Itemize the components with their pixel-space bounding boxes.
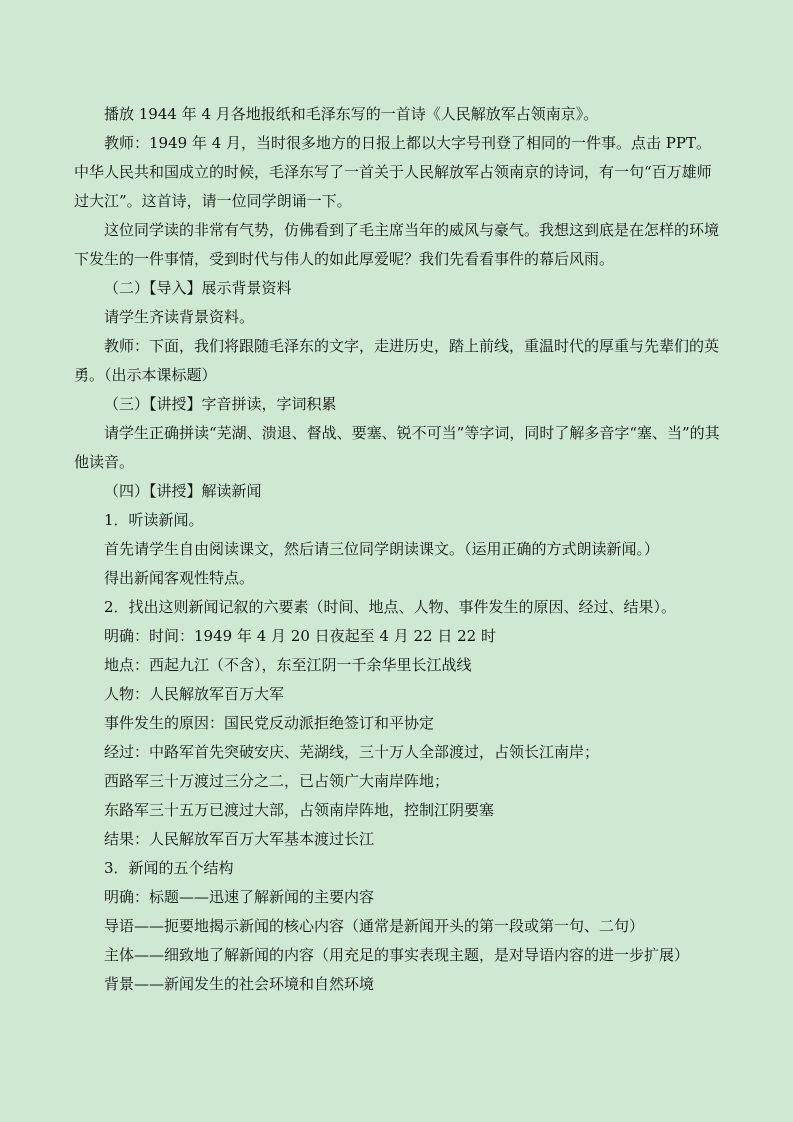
section-heading-2: （二）【导入】展示背景资料	[104, 279, 292, 297]
element-process-west: 西路军三十万渡过三分之二，已占领广大南岸阵地；	[104, 772, 450, 790]
element-cause: 事件发生的原因：国民党反动派拒绝签订和平协定	[104, 714, 435, 732]
element-process-central: 经过：中路军首先突破安庆、芜湖线，三十万人全部渡过，占领长江南岸；	[104, 743, 600, 761]
element-place: 地点：西起九江（不含），东至江阴一千余华里长江战线	[104, 656, 472, 674]
paragraph-read-background: 请学生齐读背景资料。	[104, 308, 255, 326]
structure-body: 主体——细致地了解新闻的内容（用充足的事实表现主题，是对导语内容的进一步扩展）	[104, 946, 690, 964]
item-2-heading: 2．找出这则新闻记叙的六要素（时间、地点、人物、事件发生的原因、经过、结果）。	[104, 598, 677, 616]
paragraph-comment: 这位同学读的非常有气势，仿佛看到了毛主席当年的威风与豪气。我想这到底是在怎样的环境下发生的一件事情，受到时代与伟人的如此厚爱呢？我们先看看事件的幕后风雨。	[74, 221, 720, 268]
lesson-text	[74, 100, 724, 999]
paragraph-pronunciation: 请学生正确拼读“芜湖、溃退、督战、要塞、锐不可当”等字词，同时了解多音字“塞、当”的其他读音。	[74, 424, 720, 471]
paragraph-reading: 首先请学生自由阅读课文，然后请三位同学朗读课文。（运用正确的方式朗读新闻。）	[104, 540, 660, 558]
paragraph-objectivity: 得出新闻客观性特点。	[104, 569, 255, 587]
paragraph-teacher-2: 教师：下面，我们将跟随毛泽东的文字，走进历史，踏上前线，重温时代的厚重与先辈们的英勇。（出示本课标题）	[74, 337, 720, 384]
structure-title: 明确：标题——迅速了解新闻的主要内容	[104, 888, 375, 906]
paragraph-teacher-1: 教师：1949 年 4 月，当时很多地方的日报上都以大字号刊登了相同的一件事。点击 PPT。中华人民共和国成立的时候，毛泽东写了一首关于人民解放军占领南京的诗词，有一句“百万雄师过大江”。这首诗，请一位同学朗诵一下。	[74, 134, 712, 210]
element-people: 人物：人民解放军百万大军	[104, 685, 285, 703]
element-time: 明确：时间：1949 年 4 月 20 日夜起至 4 月 22 日 22 时	[104, 627, 496, 645]
item-1-heading: 1．听读新闻。	[104, 511, 204, 529]
section-heading-4: （四）【讲授】解读新闻	[104, 482, 262, 500]
item-3-heading: 3．新闻的五个结构	[104, 859, 234, 877]
structure-lead: 导语——扼要地揭示新闻的核心内容（通常是新闻开头的第一段或第一句、二句）	[104, 917, 645, 935]
paragraph-intro: 播放 1944 年 4 月各地报纸和毛泽东写的一首诗《人民解放军占领南京》。	[104, 105, 599, 123]
section-heading-3: （三）【讲授】字音拼读，字词积累	[104, 395, 337, 413]
structure-background: 背景——新闻发生的社会环境和自然环境	[104, 975, 375, 993]
element-result: 结果：人民解放军百万大军基本渡过长江	[104, 830, 375, 848]
element-process-east: 东路军三十五万已渡过大部，占领南岸阵地，控制江阴要塞	[104, 801, 495, 819]
